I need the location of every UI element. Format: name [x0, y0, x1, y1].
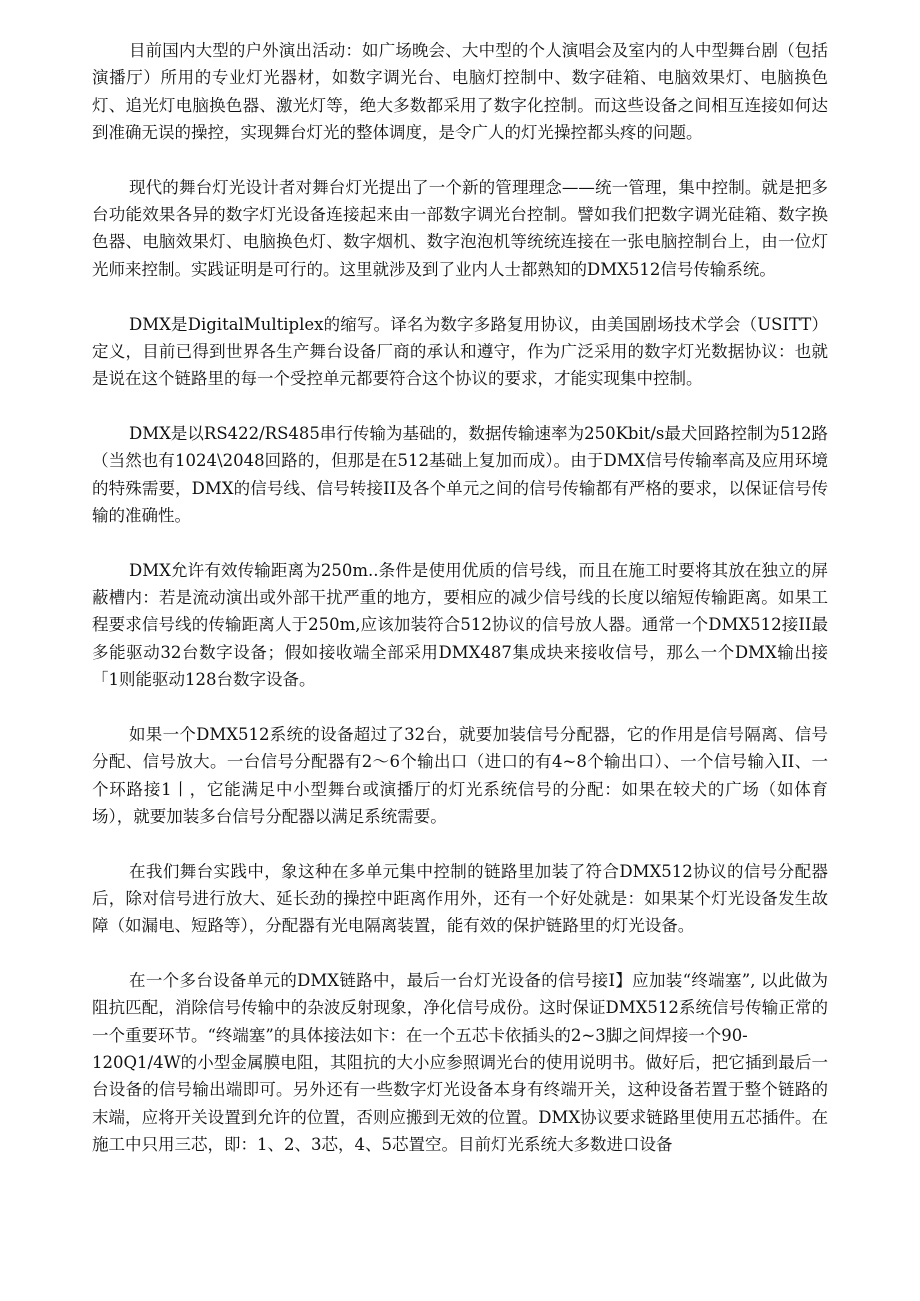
paragraph-outdoor-performance: 目前国内大型的户外演出活动：如广场晚会、大中型的个人演唱会及室内的人中型舞台剧（包括演播厅）所用的专业灯光器材，如数字调光台、电脑灯控制中、数字硅箱、电脑效果灯、电脑换色灯、追光灯电脑换色器、激光灯等，绝大多数都采用了数字化控制。而这些设备之间相互连接如何达到准确无误的操控，实现舞台灯光的整体调度，是令广人的灯光操控都头疼的问题。 — [92, 41, 828, 142]
paragraph-dmx-rs485: DMX是以RS422/RS485串行传输为基础的，数据传输速率为250Kbit/s最犬回路控制为512路（当然也有1024\2048回路的，但那是在512基础上复加而成）。由于DMX信号传输率高及应用环境的特殊需要，DMX的信号线、信号转接II及各个单元之间的信号传输都有严格的要求，以保证信号传输的准确性。 — [92, 424, 828, 525]
terminator-text-part-1: 在一个多台设备单元的DMX链路中，最后一台灯光设备的信号接I】应加装“终端塞”, 以此做为阻抗匹配，消除信号传输中的杂波反射现象，净化信号成份。这时保证DMX512系统信号传输正常的一个重要环节。“终端塞”的具体接法如卞：在一个五芯卡依插头的2~3脚之间焊接一个90- — [92, 971, 828, 1045]
paragraph-unified-management: 现代的舞台灯光设计者对舞台灯光提出了一个新的管理理念——统一管理，集中控制。就是把多台功能效果各异的数字灯光设备连接起来由一部数字调光台控制。譬如我们把数字调光硅箱、数字换色器、电脑效果灯、电脑换色灯、数字烟机、数字泡泡机等统统连接在一张电脑控制台上，由一位灯光师来控制。实践证明是可行的。这里就涉及到了业内人士都熟知的DMX512信号传输系统。 — [92, 177, 828, 279]
paragraph-terminator — [92, 967, 828, 1158]
document-page — [92, 37, 828, 1158]
paragraph-signal-distributor: 如果一个DMX512系统的设备超过了32台，就要加装信号分配器，它的作用是信号隔离、信号分配、信号放大。一台信号分配器有2～6个输出口（进口的有4~8个输出口）、一个信号输入II、一个环路接1丨，它能满足中小型舞台或演播厅的灯光系统信号的分配：如果在较犬的广场（如体育场），就要加装多台信号分配器以满足系统需要。 — [92, 724, 828, 826]
terminator-text-part-2: 120Q1/4W的小型金属膜电阻，其阻抗的大小应参照调光台的使用说明书。做好后，把它插到最后一台设备的信号输出端即可。另外还有一些数字灯光设备本身有终端开关，这种设备若置于整个链路的末端，应将开关设置到允许的位置，否则应搬到无效的位置。DMX协议要求链路里使用五芯插件。在施工中只用三芯，即：1、2、3芯，4、5芯置空。目前灯光系统大多数进口设备 — [92, 1053, 828, 1154]
paragraph-transmission-distance: DMX允许有效传输距离为250m..条件是使用优质的信号线，而且在施工时要将其放在独立的屏蔽槽内：若是流动演出或外部干扰严重的地方，要相应的减少信号线的长度以缩短传输距离。如果工程要求信号线的传输距离人于250m,应该加装符合512协议的信号放人器。通常一个DMX512接II最多能驱动32台数字设备；假如接收端全部采用DMX487集成块来接收信号，那么一个DMX输出接「1则能驱动128台数字设备。 — [92, 560, 828, 690]
paragraph-dmx-definition: DMX是DigitalMultiplex的缩写。译名为数字多路复用协议，由美国剧场技术学会（USITT）定义，目前已得到世界各生产舞台设备厂商的承认和遵守，作为广泛采用的数字灯光数据协议：也就是说在这个链路里的每一个受控单元都要符合这个协议的要求，才能实现集中控制。 — [92, 314, 828, 389]
paragraph-isolation-benefit: 在我们舞台实践中，象这种在多单元集中控制的链路里加装了符合DMX512协议的信号分配器后，除对信号进行放大、延长劲的操控中距离作用外，还有一个好处就是：如果某个灯光设备发生故障（如漏电、短路等），分配器有光电隔离装置，能有效的保护链路里的灯光设备。 — [92, 861, 828, 936]
